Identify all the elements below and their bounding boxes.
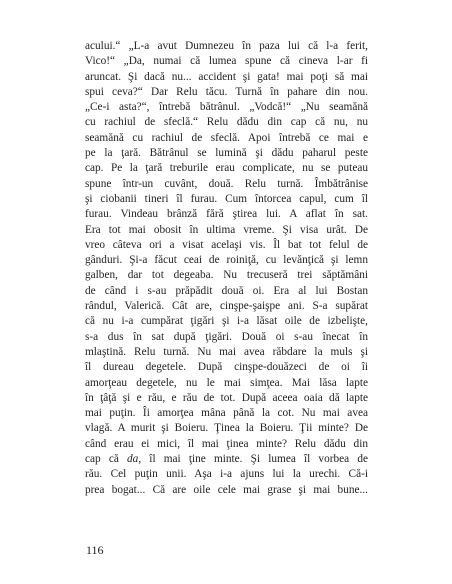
text-line: când erau ei mici, îl mai ţinea minte? Relu dădu din (85, 437, 368, 450)
text-line: seamănă cu rachiul de sfeclă. Apoi întrebă ce mai e (85, 131, 368, 144)
text-line: rândul, Valerică. Cât are, cinşpe-şaişpe ani. S-a supărat (85, 300, 368, 313)
text-line: s-a dus în sat după ţigări. Două oi s-au înecat în (85, 330, 368, 343)
text-line: gânduri. Şi-a făcut ceai de roiniţă, cu levănţică şi lemn (85, 254, 368, 267)
page-number: 116 (86, 543, 104, 557)
text-line: acului.“ „L-a avut Dumnezeu în paza lui că l-a ferit, (85, 40, 368, 52)
text-line: galben, dar tot degeaba. Nu trecuseră trei săptămâni (85, 269, 368, 282)
text-line: că nu i-a cumpărat ţigări şi i-a lăsat oile de izbelişte, (85, 315, 368, 328)
text-line: rău. Cel puţin unii. Aşa i-a ajuns lui la urechi. Că-i (85, 468, 368, 481)
body-text (85, 39, 368, 498)
text-line: Vico!“ „Da, numai că lumea spune că cineva l-ar fi (85, 55, 368, 68)
italic-word: da (127, 453, 139, 466)
text-line: îl dureau degetele. După cinşpe-douăzeci de oi îi (85, 361, 368, 374)
text-line: vreo câteva ori a visat acelaşi vis. Îl bat tot felul de (85, 238, 368, 251)
text-line: Era tot mai obosit în ultima vreme. Şi visa urât. De (85, 223, 368, 236)
text-line: furau. Vindeau brânză fără ştirea lui. A aflat în sat. (85, 208, 368, 221)
text-line: în ţâţă şi e rău, e rău de tot. După aceea oaia dă lapte (85, 391, 368, 404)
text-line: aruncat. Şi dacă nu... accident şi gata! mai poţi să mai (85, 70, 368, 83)
text-line: vlagă. A murit şi Boieru. Ţinea la Boieru. Ţii minte? De (85, 422, 368, 435)
text-line: de când i s-au prăpădit două oi. Era al lui Bostan (85, 284, 368, 297)
text-line: spune într-un cuvânt, două. Relu turnă. Îmbătrânise (85, 177, 368, 190)
text-line: cap. Pe la ţară treburile erau complicate, nu se puteau (85, 162, 368, 175)
text-line: mai puţin. Îi amorţea mâna până la cot. Nu mai avea (85, 407, 368, 420)
text-line: amorţeau degetele, nu le mai simţea. Mai lăsa lapte (85, 376, 368, 389)
text-line: pe la ţară. Bătrânul se lumină şi dădu paharul peste (85, 147, 368, 160)
text-line: prea bogat... Că are oile cele mai grase şi mai bune... (85, 483, 368, 496)
text-line: „Ce-i asta?“, întrebă bătrânul. „Vodcă!“ „Nu seamănă (85, 101, 368, 114)
text-line: mlaştină. Relu turnă. Nu mai avea răbdare la muls şi (85, 345, 368, 358)
text-line: cu rachiul de sfeclă.“ Relu dădu din cap că nu, nu (85, 116, 368, 129)
text-line: şi ciobanii tineri îl furau. Cum întorcea capul, cum îl (85, 192, 368, 205)
text-line: cap că da, îl mai ţine minte. Şi lumea îl vorbea de (85, 453, 368, 466)
text-line: spui ceva?“ Dar Relu tăcu. Turnă în pahare din nou. (85, 85, 368, 98)
